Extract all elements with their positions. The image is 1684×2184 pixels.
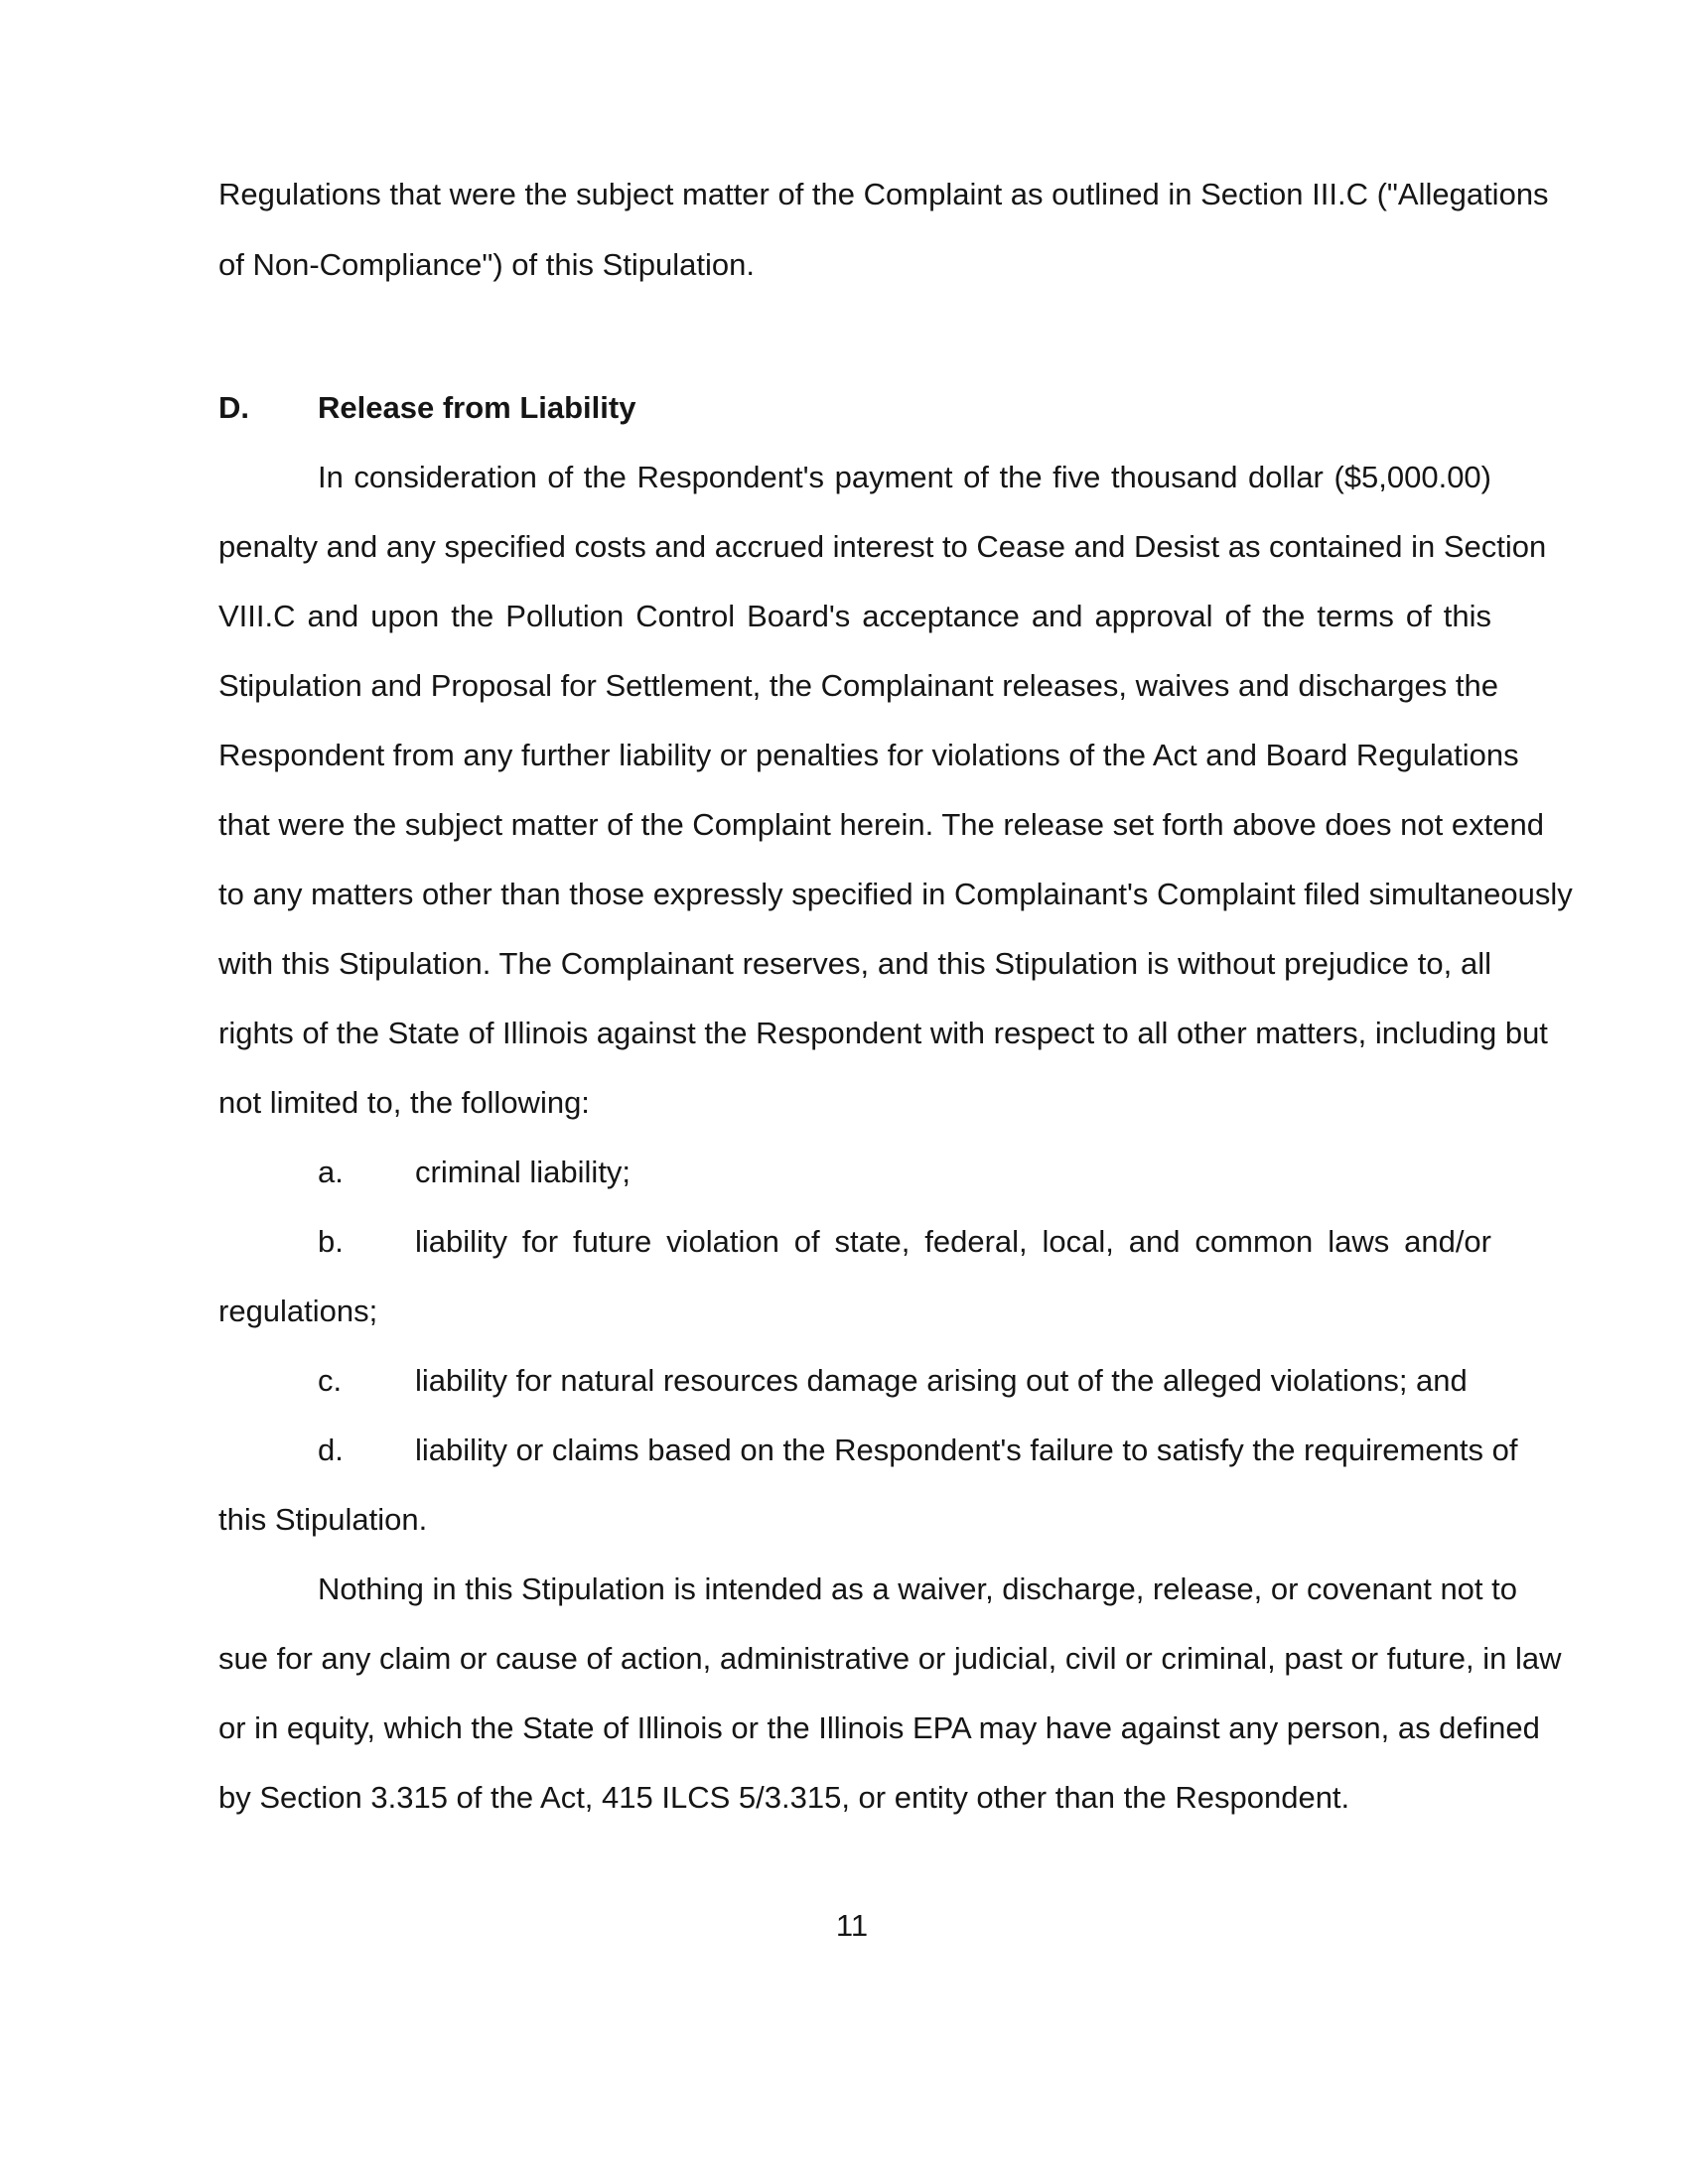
section-title: Release from Liability bbox=[318, 390, 636, 425]
release-line-7: to any matters other than those expressly specified in Complainant's Complaint filed simultaneously bbox=[218, 877, 1573, 911]
list-item-a-text: criminal liability; bbox=[415, 1155, 632, 1189]
release-line-2: penalty and any specified costs and accrued interest to Cease and Desist as contained in Section bbox=[218, 529, 1547, 564]
release-line-8: with this Stipulation. The Complainant reserves, and this Stipulation is without prejudice to, all bbox=[218, 946, 1491, 981]
release-line-1: In consideration of the Respondent's payment of the five thousand dollar ($5,000.00) bbox=[318, 460, 1491, 494]
list-item-d-continuation: this Stipulation. bbox=[218, 1502, 428, 1537]
release-line-9: rights of the State of Illinois against the Respondent with respect to all other matters, including but bbox=[218, 1016, 1548, 1050]
closing-line-2: sue for any claim or cause of action, administrative or judicial, civil or criminal, past or future, in law bbox=[218, 1641, 1562, 1676]
release-line-5: Respondent from any further liability or penalties for violations of the Act and Board Regulations bbox=[218, 738, 1519, 772]
release-line-4: Stipulation and Proposal for Settlement, the Complainant releases, waives and discharges the bbox=[218, 668, 1498, 703]
list-item-c-text: liability for natural resources damage arising out of the alleged violations; and bbox=[415, 1363, 1468, 1398]
list-item-c-letter: c. bbox=[318, 1363, 343, 1398]
section-letter: D. bbox=[218, 390, 249, 425]
closing-line-4: by Section 3.315 of the Act, 415 ILCS 5/3.315, or entity other than the Respondent. bbox=[218, 1780, 1350, 1815]
release-line-3: VIII.C and upon the Pollution Control Board's acceptance and approval of the terms of this bbox=[218, 599, 1491, 633]
list-item-a-letter: a. bbox=[318, 1155, 344, 1189]
list-item-b-text: liability for future violation of state, federal, local, and common laws and/or bbox=[415, 1224, 1491, 1259]
list-item-d-letter: d. bbox=[318, 1433, 344, 1467]
closing-line-3: or in equity, which the State of Illinois or the Illinois EPA may have against any person, as defined bbox=[218, 1710, 1540, 1745]
list-item-b-continuation: regulations; bbox=[218, 1294, 378, 1328]
intro-line-2: of Non-Compliance") of this Stipulation. bbox=[218, 247, 755, 282]
intro-line-1: Regulations that were the subject matter of the Complaint as outlined in Section III.C ("Allegations bbox=[218, 177, 1549, 211]
list-item-d-text: liability or claims based on the Respondent's failure to satisfy the requirements of bbox=[415, 1433, 1518, 1467]
closing-line-1: Nothing in this Stipulation is intended as a waiver, discharge, release, or covenant not to bbox=[318, 1571, 1518, 1606]
release-line-10: not limited to, the following: bbox=[218, 1085, 590, 1120]
release-line-6: that were the subject matter of the Complaint herein. The release set forth above does not extend bbox=[218, 807, 1544, 842]
list-item-b-letter: b. bbox=[318, 1224, 344, 1259]
page-number: 11 bbox=[835, 1908, 869, 1943]
